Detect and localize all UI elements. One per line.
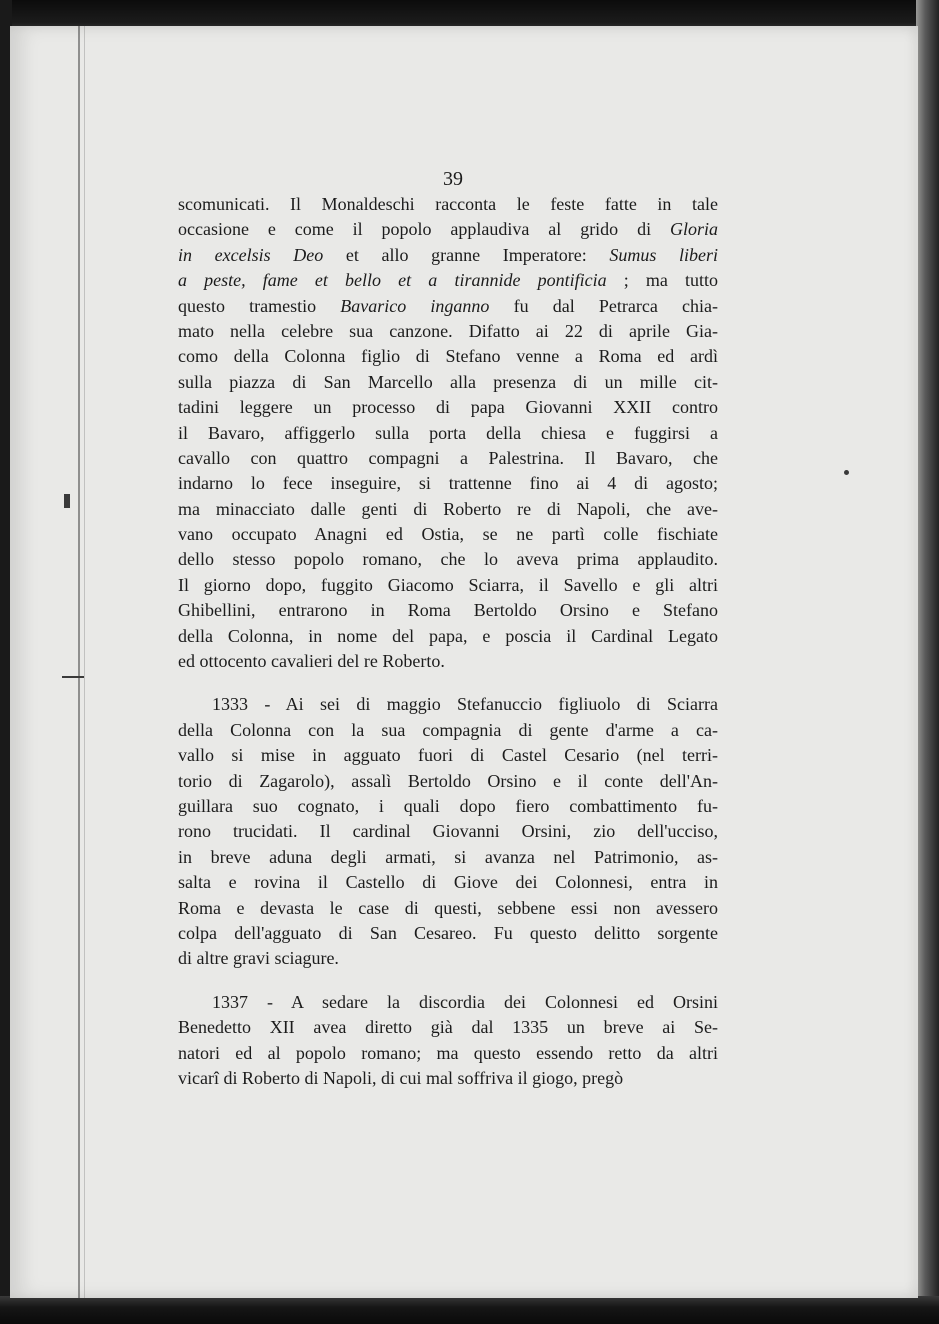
text-line: salta e rovina il Castello di Giove dei Colonnesi, entra in xyxy=(178,872,718,893)
paragraph xyxy=(178,990,718,1092)
text-line: vallo si mise in agguato fuori di Castel Cesario (nel terri- xyxy=(178,745,718,766)
text-line: guillara suo cognato, i quali dopo fiero combattimento fu- xyxy=(178,795,718,816)
text-line: questo tramestio Bavarico inganno fu dal Petrarca chia- xyxy=(178,295,718,316)
text-line: indarno lo fece inseguire, si trattenne fino ai 4 di agosto; xyxy=(178,473,718,494)
text-line: il Bavaro, affiggerlo sulla porta della chiesa e fuggirsi a xyxy=(178,422,718,443)
text-block xyxy=(178,166,718,1091)
italic-phrase: Gloria xyxy=(669,219,718,240)
text-line: ed ottocento cavalieri del re Roberto. xyxy=(178,651,445,672)
text-line: scomunicati. Il Monaldeschi racconta le feste fatte in tale xyxy=(178,194,718,214)
text-line: natori ed al popolo romano; ma questo essendo retto da altri xyxy=(178,1042,718,1063)
body-text xyxy=(178,192,718,1091)
paragraph xyxy=(178,192,718,674)
text-line: a peste, fame et bello et a tirannide pontificia ; ma tutto xyxy=(178,270,718,291)
text-line: Benedetto XII avea diretto già dal 1335 un breve ai Se- xyxy=(178,1017,718,1038)
text-line: mato nella celebre sua canzone. Difatto ai 22 di aprile Gia- xyxy=(178,320,718,341)
margin-mark xyxy=(62,676,84,678)
italic-phrase: in excelsis Deo xyxy=(178,244,324,265)
paragraph-gap xyxy=(178,674,718,692)
scan-bottom-edge xyxy=(0,1296,939,1324)
text-line: 1337 - A sedare la discordia dei Colonnesi ed Orsini xyxy=(212,991,718,1012)
scan-right-edge xyxy=(916,0,939,1324)
text-line: occasione e come il popolo applaudiva al grido di Gloria xyxy=(178,219,718,240)
book-page xyxy=(10,26,918,1298)
text-line: Roma e devasta le case di questi, sebbene essi non avessero xyxy=(178,897,718,918)
text-line: rono trucidati. Il cardinal Giovanni Orsini, zio dell'ucciso, xyxy=(178,821,718,842)
text-line: colpa dell'agguato di San Cesareo. Fu questo delitto sorgente xyxy=(178,922,718,943)
paragraph-gap xyxy=(178,972,718,990)
text-line: dello stesso popolo romano, che lo aveva prima applaudito. xyxy=(178,549,718,570)
text-line: della Colonna, in nome del papa, e poscia il Cardinal Legato xyxy=(178,625,718,646)
text-line: di altre gravi sciagure. xyxy=(178,948,339,969)
text-line: in excelsis Deo et allo granne Imperatore: Sumus liberi xyxy=(178,244,718,265)
text-line: sulla piazza di San Marcello alla presenza di un mille cit- xyxy=(178,371,718,392)
text-line: como della Colonna figlio di Stefano venne a Roma ed ardì xyxy=(178,346,718,367)
text-line: vano occupato Anagni ed Ostia, se ne partì colle fischiate xyxy=(178,524,718,545)
text-line: della Colonna con la sua compagnia di gente d'arme a ca- xyxy=(178,719,718,740)
margin-speck xyxy=(844,470,849,475)
margin-mark xyxy=(64,494,70,508)
text-line: tadini leggere un processo di papa Giovanni XXII contro xyxy=(178,397,718,418)
binding-crease xyxy=(78,26,80,1298)
italic-phrase: Sumus liberi xyxy=(609,244,718,265)
paragraph xyxy=(178,692,718,971)
text-line: ma minacciato dalle genti di Roberto re di Napoli, che ave- xyxy=(178,498,718,519)
page-number: 39 xyxy=(443,168,463,190)
text-line: Il giorno dopo, fuggito Giacomo Sciarra, il Savello e gli altri xyxy=(178,574,718,595)
italic-phrase: Bavarico inganno xyxy=(340,295,490,316)
text-line: torio di Zagarolo), assalì Bertoldo Orsino e il conte dell'An- xyxy=(178,770,718,791)
text-line: in breve aduna degli armati, si avanza nel Patrimonio, as- xyxy=(178,846,718,867)
text-line: Ghibellini, entrarono in Roma Bertoldo Orsino e Stefano xyxy=(178,600,718,621)
italic-phrase: a peste, fame et bello et a tirannide pontificia xyxy=(178,270,607,291)
text-line: vicarî di Roberto di Napoli, di cui mal soffriva il giogo, pregò xyxy=(178,1067,624,1088)
text-line: 1333 - Ai sei di maggio Stefanuccio figliuolo di Sciarra xyxy=(212,694,718,715)
text-line: cavallo con quattro compagni a Palestrina. Il Bavaro, che xyxy=(178,447,718,468)
binding-crease-shadow xyxy=(84,26,85,1298)
